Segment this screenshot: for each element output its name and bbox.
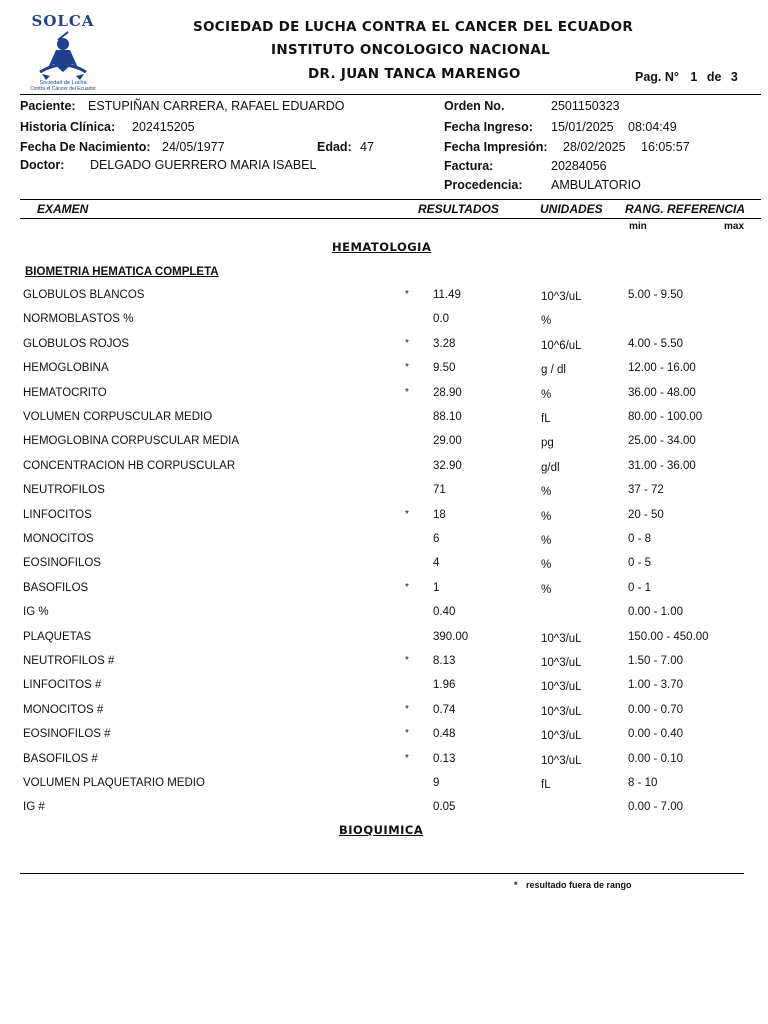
header-divider xyxy=(20,94,761,95)
test-result: 28.90 xyxy=(433,387,462,399)
test-result: 0.48 xyxy=(433,728,456,740)
test-name: MONOCITOS # xyxy=(23,704,104,716)
admission-date-label: Fecha Ingreso: xyxy=(444,120,533,134)
table-row xyxy=(0,313,768,331)
table-row xyxy=(0,338,768,356)
test-name: GLOBULOS BLANCOS xyxy=(23,289,145,301)
test-name: LINFOCITOS xyxy=(23,509,92,521)
table-row xyxy=(0,533,768,551)
reference-range: 31.00 - 36.00 xyxy=(628,460,696,472)
patient-name: ESTUPIÑAN CARRERA, RAFAEL EDUARDO xyxy=(88,99,345,113)
test-result: 18 xyxy=(433,509,446,521)
test-result: 9.50 xyxy=(433,362,456,374)
test-unit: g / dl xyxy=(541,364,566,376)
table-row xyxy=(0,509,768,527)
reference-range: 0 - 5 xyxy=(628,557,652,569)
ref-min-label: min xyxy=(629,221,647,232)
col-reference-header: RANG. REFERENCIA xyxy=(625,202,746,216)
logo-caption-1: Sociedad de Lucha xyxy=(39,80,87,86)
page-number: 1 xyxy=(690,70,698,84)
test-result: 0.74 xyxy=(433,704,456,716)
reference-range: 0.00 - 0.10 xyxy=(628,753,683,765)
table-header-divider xyxy=(20,218,761,219)
logo-caption-2: Contra el Cáncer del Ecuador xyxy=(30,86,96,92)
test-name: BASOFILOS # xyxy=(23,753,98,765)
test-result: 29.00 xyxy=(433,435,462,447)
test-name: IG # xyxy=(23,801,45,813)
test-unit: % xyxy=(541,315,552,327)
section-bioquimica: BIOQUIMICA xyxy=(339,823,424,837)
test-name: HEMOGLOBINA xyxy=(23,362,109,374)
invoice-number: 20284056 xyxy=(551,159,607,173)
test-result: 88.10 xyxy=(433,411,462,423)
test-unit: fL xyxy=(541,779,551,791)
reference-range: 5.00 - 9.50 xyxy=(628,289,683,301)
out-of-range-flag: * xyxy=(405,753,409,764)
reference-range: 0.00 - 7.00 xyxy=(628,801,683,813)
test-name: NORMOBLASTOS % xyxy=(23,313,134,325)
table-row xyxy=(0,582,768,600)
reference-range: 20 - 50 xyxy=(628,509,664,521)
out-of-range-flag: * xyxy=(405,704,409,715)
reference-range: 36.00 - 48.00 xyxy=(628,387,696,399)
test-unit: pg xyxy=(541,437,554,449)
out-of-range-flag: * xyxy=(405,338,409,349)
table-row xyxy=(0,728,768,746)
test-unit: 10^3/uL xyxy=(541,755,582,767)
out-of-range-flag: * xyxy=(405,289,409,300)
test-unit: 10^3/uL xyxy=(541,633,582,645)
order-number: 2501150323 xyxy=(551,99,620,113)
logo-text: SOLCA xyxy=(31,12,95,30)
test-unit: 10^3/uL xyxy=(541,730,582,742)
page-total: 3 xyxy=(730,70,738,84)
origin-label: Procedencia: xyxy=(444,178,523,192)
page-indicator xyxy=(635,70,738,84)
out-of-range-flag: * xyxy=(405,728,409,739)
out-of-range-flag: * xyxy=(405,387,409,398)
table-row xyxy=(0,289,768,307)
reference-range: 4.00 - 5.50 xyxy=(628,338,683,350)
history-number: 202415205 xyxy=(132,120,195,134)
solca-logo xyxy=(28,10,98,92)
test-result: 8.13 xyxy=(433,655,456,667)
test-name: HEMATOCRITO xyxy=(23,387,107,399)
reference-range: 0.00 - 0.70 xyxy=(628,704,683,716)
table-row xyxy=(0,631,768,649)
age-label: Edad: xyxy=(317,140,352,154)
history-label: Historia Clínica: xyxy=(20,120,116,134)
test-unit: 10^6/uL xyxy=(541,340,582,352)
test-unit: % xyxy=(541,535,552,547)
table-row xyxy=(0,557,768,575)
institute-name: INSTITUTO ONCOLOGICO NACIONAL xyxy=(271,42,550,58)
reference-range: 1.50 - 7.00 xyxy=(628,655,683,667)
test-result: 3.28 xyxy=(433,338,456,350)
test-result: 0.05 xyxy=(433,801,456,813)
footnote xyxy=(514,880,632,890)
test-name: MONOCITOS xyxy=(23,533,94,545)
test-result: 9 xyxy=(433,777,440,789)
reference-range: 150.00 - 450.00 xyxy=(628,631,709,643)
reference-range: 12.00 - 16.00 xyxy=(628,362,696,374)
institution-name: SOCIEDAD DE LUCHA CONTRA EL CANCER DEL ECUADOR xyxy=(193,19,634,35)
reference-range: 0 - 8 xyxy=(628,533,652,545)
col-results-header: RESULTADOS xyxy=(418,202,499,216)
admission-time: 08:04:49 xyxy=(628,120,677,134)
test-name: EOSINOFILOS xyxy=(23,557,101,569)
table-row xyxy=(0,606,768,624)
test-name: GLOBULOS ROJOS xyxy=(23,338,130,350)
test-unit: % xyxy=(541,559,552,571)
table-row xyxy=(0,411,768,429)
footer-divider xyxy=(20,873,744,874)
table-row xyxy=(0,704,768,722)
print-date: 28/02/2025 xyxy=(563,140,626,154)
test-name: VOLUMEN CORPUSCULAR MEDIO xyxy=(23,411,213,423)
test-name: IG % xyxy=(23,606,49,618)
test-result: 32.90 xyxy=(433,460,462,472)
test-unit: 10^3/uL xyxy=(541,657,582,669)
test-result: 4 xyxy=(433,557,440,569)
test-unit: 10^3/uL xyxy=(541,706,582,718)
test-name: CONCENTRACION HB CORPUSCULAR xyxy=(23,460,236,472)
test-unit: g/dl xyxy=(541,462,560,474)
table-row xyxy=(0,362,768,380)
test-result: 71 xyxy=(433,484,446,496)
patient-label: Paciente: xyxy=(20,99,76,113)
order-label: Orden No. xyxy=(444,99,505,113)
admission-date: 15/01/2025 xyxy=(551,120,614,134)
out-of-range-flag: * xyxy=(405,509,409,520)
page-label: Pag. N° xyxy=(635,70,679,84)
table-row xyxy=(0,435,768,453)
footnote-star: * xyxy=(514,880,518,890)
footnote-text: resultado fuera de rango xyxy=(526,880,632,890)
invoice-label: Factura: xyxy=(444,159,494,173)
test-name: BASOFILOS xyxy=(23,582,89,594)
table-row xyxy=(0,753,768,771)
test-result: 1 xyxy=(433,582,440,594)
birthdate-label: Fecha De Nacimiento: xyxy=(20,140,151,154)
test-name: VOLUMEN PLAQUETARIO MEDIO xyxy=(23,777,205,789)
out-of-range-flag: * xyxy=(405,655,409,666)
test-unit: % xyxy=(541,511,552,523)
test-name: HEMOGLOBINA CORPUSCULAR MEDIA xyxy=(23,435,239,447)
table-row xyxy=(0,484,768,502)
origin-value: AMBULATORIO xyxy=(551,178,641,192)
test-unit: 10^3/uL xyxy=(541,681,582,693)
subsection-biometria: BIOMETRIA HEMATICA COMPLETA xyxy=(25,266,219,278)
ref-max-label: max xyxy=(724,221,745,232)
out-of-range-flag: * xyxy=(405,362,409,373)
table-row xyxy=(0,460,768,478)
table-row xyxy=(0,655,768,673)
test-result: 6 xyxy=(433,533,440,545)
reference-range: 80.00 - 100.00 xyxy=(628,411,703,423)
birthdate-value: 24/05/1977 xyxy=(162,140,225,154)
test-unit: % xyxy=(541,584,552,596)
col-units-header: UNIDADES xyxy=(540,202,603,216)
test-unit: fL xyxy=(541,413,551,425)
table-row xyxy=(0,387,768,405)
test-name: EOSINOFILOS # xyxy=(23,728,111,740)
reference-range: 1.00 - 3.70 xyxy=(628,679,683,691)
doctor-label: Doctor: xyxy=(20,158,65,172)
reference-range: 0.00 - 1.00 xyxy=(628,606,683,618)
test-name: PLAQUETAS xyxy=(23,631,92,643)
test-name: NEUTROFILOS xyxy=(23,484,105,496)
test-result: 0.40 xyxy=(433,606,456,618)
table-row xyxy=(0,777,768,795)
print-date-label: Fecha Impresión: xyxy=(444,140,548,154)
out-of-range-flag: * xyxy=(405,582,409,593)
reference-range: 37 - 72 xyxy=(628,484,664,496)
section-hematologia: HEMATOLOGIA xyxy=(332,240,432,254)
doctor-name: DELGADO GUERRERO MARIA ISABEL xyxy=(90,158,317,172)
test-result: 1.96 xyxy=(433,679,456,691)
col-exam-header: EXAMEN xyxy=(37,202,89,216)
test-result: 0.13 xyxy=(433,753,456,765)
test-unit: % xyxy=(541,486,552,498)
reference-range: 0 - 1 xyxy=(628,582,652,594)
hospital-name: DR. JUAN TANCA MARENGO xyxy=(308,66,521,82)
table-row xyxy=(0,801,768,819)
table-row xyxy=(0,679,768,697)
test-result: 11.49 xyxy=(433,289,461,301)
test-name: LINFOCITOS # xyxy=(23,679,102,691)
page-of: de xyxy=(706,70,722,84)
age-value: 47 xyxy=(360,140,374,154)
test-unit: 10^3/uL xyxy=(541,291,582,303)
test-result: 390.00 xyxy=(433,631,469,643)
test-name: NEUTROFILOS # xyxy=(23,655,115,667)
reference-range: 0.00 - 0.40 xyxy=(628,728,683,740)
table-top-divider xyxy=(20,199,761,200)
test-result: 0.0 xyxy=(433,313,449,325)
test-unit: % xyxy=(541,389,552,401)
print-time: 16:05:57 xyxy=(641,140,690,154)
reference-range: 25.00 - 34.00 xyxy=(628,435,696,447)
reference-range: 8 - 10 xyxy=(628,777,658,789)
